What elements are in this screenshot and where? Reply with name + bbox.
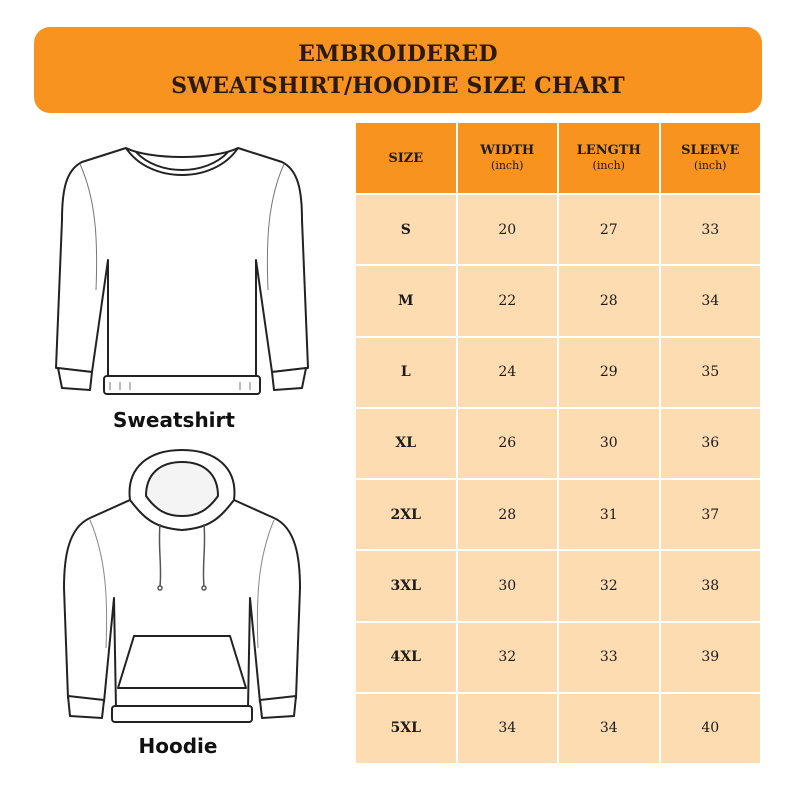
title-line-2: SWEATSHIRT/HOODIE SIZE CHART <box>171 73 625 99</box>
header-label: LENGTH <box>576 143 641 158</box>
header-label: WIDTH <box>480 143 535 158</box>
length-cell: 33 <box>558 622 660 693</box>
sleeve-cell: 35 <box>660 337 762 408</box>
size-cell: 3XL <box>355 550 457 621</box>
size-cell: 2XL <box>355 479 457 550</box>
sleeve-cell: 34 <box>660 265 762 336</box>
header-unit: (inch) <box>491 159 524 172</box>
size-cell: 4XL <box>355 622 457 693</box>
table-header-row <box>355 122 761 194</box>
sleeve-cell: 39 <box>660 622 762 693</box>
width-cell: 28 <box>457 479 559 550</box>
sleeve-cell: 33 <box>660 194 762 265</box>
sleeve-cell: 38 <box>660 550 762 621</box>
table-row <box>355 265 761 336</box>
sleeve-cell: 37 <box>660 479 762 550</box>
header-sleeve <box>660 122 762 194</box>
width-cell: 24 <box>457 337 559 408</box>
width-cell: 20 <box>457 194 559 265</box>
length-cell: 32 <box>558 550 660 621</box>
size-cell: M <box>355 265 457 336</box>
title-banner <box>34 27 762 113</box>
table-row <box>355 194 761 265</box>
header-label: SIZE <box>388 150 424 166</box>
header-width <box>457 122 559 194</box>
header-unit: (inch) <box>694 159 727 172</box>
length-cell: 31 <box>558 479 660 550</box>
sleeve-cell: 40 <box>660 693 762 764</box>
width-cell: 34 <box>457 693 559 764</box>
header-unit: (inch) <box>592 159 625 172</box>
hoodie-icon <box>50 448 314 726</box>
size-cell: L <box>355 337 457 408</box>
width-cell: 26 <box>457 408 559 479</box>
length-cell: 27 <box>558 194 660 265</box>
header-length <box>558 122 660 194</box>
table-row <box>355 479 761 550</box>
length-cell: 29 <box>558 337 660 408</box>
size-chart-table <box>354 121 762 765</box>
size-cell: S <box>355 194 457 265</box>
table-row <box>355 622 761 693</box>
sleeve-cell: 36 <box>660 408 762 479</box>
table-row <box>355 337 761 408</box>
table-row <box>355 693 761 764</box>
header-label: SLEEVE <box>681 143 740 158</box>
size-cell: XL <box>355 408 457 479</box>
width-cell: 32 <box>457 622 559 693</box>
table-row <box>355 550 761 621</box>
title-line-1: EMBROIDERED <box>298 41 498 67</box>
hoodie-label: Hoodie <box>138 734 218 758</box>
sweatshirt-icon <box>50 140 314 402</box>
length-cell: 30 <box>558 408 660 479</box>
size-cell: 5XL <box>355 693 457 764</box>
header-size <box>355 122 457 194</box>
width-cell: 22 <box>457 265 559 336</box>
sweatshirt-label: Sweatshirt <box>113 408 235 432</box>
length-cell: 34 <box>558 693 660 764</box>
width-cell: 30 <box>457 550 559 621</box>
table-row <box>355 408 761 479</box>
length-cell: 28 <box>558 265 660 336</box>
